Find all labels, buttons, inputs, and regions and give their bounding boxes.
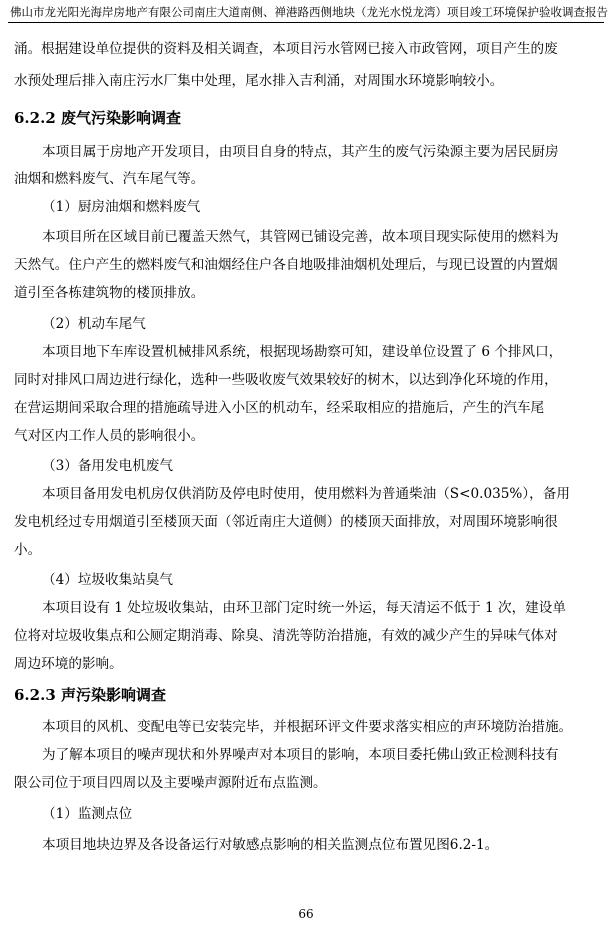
- paragraph-line: 本项目的风机、变配电等已安装完毕，并根据环评文件要求落实相应的声环境防治措施。: [42, 719, 573, 735]
- paragraph-line: 周边环境的影响。: [14, 656, 123, 672]
- paragraph-line: 同时对排风口周边进行绿化，选种一些吸收废气效果较好的树木，以达到净化环境的作用，: [14, 372, 558, 388]
- subheading: （3）备用发电机废气: [42, 458, 173, 474]
- paragraph-line: 天然气。住户产生的燃料废气和油烟经住户各自地吸排油烟机处理后，与现已设置的内置烟: [14, 257, 558, 273]
- subheading: （2）机动车尾气: [42, 316, 146, 332]
- paragraph-line: 为了解本项目的噪声现状和外界噪声对本项目的影响，本项目委托佛山致正检测科技有: [42, 747, 559, 763]
- section-heading-6-2-2: 6.2.2 废气污染影响调查: [14, 109, 181, 127]
- subheading: （4）垃圾收集站臭气: [42, 572, 173, 588]
- paragraph-line: 水预处理后排入南庄污水厂集中处理，尾水排入吉利涌，对周围水环境影响较小。: [14, 73, 504, 89]
- paragraph-line: 本项目属于房地产开发项目，由项目自身的特点，其产生的废气污染源主要为居民厨房: [42, 144, 559, 160]
- paragraph-line: 小。: [14, 542, 42, 558]
- paragraph-line: 本项目设有 1 处垃圾收集站，由环卫部门定时统一外运，每天清运不低于 1 次，建设单: [42, 600, 566, 616]
- paragraph-line: 油烟和燃料废气、汽车尾气等。: [14, 171, 205, 187]
- subheading: （1）监测点位: [42, 806, 133, 822]
- header-rule: [8, 22, 604, 23]
- paragraph-line: 发电机经过专用烟道引至楼顶天面（邻近南庄大道侧）的楼顶天面排放，对周围环境影响很: [14, 514, 558, 530]
- paragraph-line: 本项目所在区域目前已覆盖天然气，其管网已铺设完善，故本项目现实际使用的燃料为: [42, 229, 559, 245]
- paragraph-line: 本项目地下车库设置机械排风系统，根据现场勘察可知，建设单位设置了 6 个排风口，: [42, 344, 563, 360]
- paragraph-line: 涌。根据建设单位提供的资料及相关调查，本项目污水管网已接入市政管网，项目产生的废: [14, 41, 558, 57]
- section-heading-6-2-3: 6.2.3 声污染影响调查: [14, 686, 166, 704]
- page-header: 佛山市龙光阳光海岸房地产有限公司南庄大道南侧、禅港路西侧地块（龙光水悦龙湾）项目竣工环境保护验收调查报告: [10, 5, 608, 19]
- page-number: 66: [298, 907, 314, 921]
- paragraph-line: 气对区内工作人员的影响很小。: [14, 428, 205, 444]
- paragraph-line: 在营运期间采取合理的措施疏导进入小区的机动车，经采取相应的措施后，产生的汽车尾: [14, 400, 545, 416]
- paragraph-line: 位将对垃圾收集点和公厕定期消毒、除臭、清洗等防治措施，有效的减少产生的异味气体对: [14, 628, 558, 644]
- paragraph-line: 限公司位于项目四周以及主要噪声源附近布点监测。: [14, 775, 327, 791]
- paragraph-line: 本项目备用发电机房仅供消防及停电时使用，使用燃料为普通柴油（S<0.035%），备用: [42, 486, 570, 502]
- paragraph-line: 道引至各栋建筑物的楼顶排放。: [14, 285, 205, 301]
- subheading: （1）厨房油烟和燃料废气: [42, 199, 201, 215]
- paragraph-line: 本项目地块边界及各设备运行对敏感点影响的相关监测点位布置见图6.2-1。: [42, 837, 499, 853]
